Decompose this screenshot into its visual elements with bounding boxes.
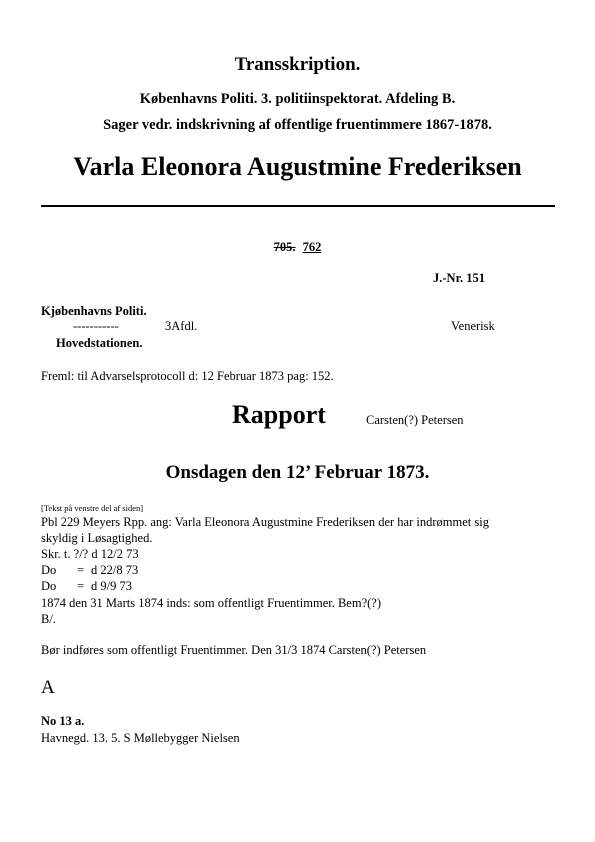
category-label: Venerisk xyxy=(451,319,495,333)
record-number: 762 xyxy=(302,240,322,254)
entry-number: No 13 a. xyxy=(41,714,85,728)
body-line: Pbl 229 Meyers Rpp. ang: Varla Eleonora Augustmine Frederiksen der har indrømmet sig xyxy=(41,515,489,529)
address-line: Havnegd. 13. 5. S Møllebygger Nielsen xyxy=(41,731,240,745)
struck-record-number: 705. xyxy=(273,240,296,254)
ditto-label: Do xyxy=(41,563,57,577)
rapport-heading: Rapport xyxy=(232,400,326,429)
department-label: 3Afdl. xyxy=(165,319,198,333)
side-note: [Tekst på venstre del af siden] xyxy=(41,503,144,513)
ditto-mark: = xyxy=(77,563,85,577)
collection-subtitle: Sager vedr. indskrivning af offentlige fruentimmere 1867-1878. xyxy=(103,117,492,133)
ditto-line xyxy=(41,563,138,578)
ditto-mark: = xyxy=(77,579,85,593)
forward-note: Freml: til Advarselsprotocoll d: 12 Februar 1873 pag: 152. xyxy=(41,369,334,383)
body-line: skyldig i Løsagtighed. xyxy=(41,531,153,545)
conclusion-line: Bør indføres som offentligt Fruentimmer. Den 31/3 1874 Carsten(?) Petersen xyxy=(41,643,427,657)
body-line: B/. xyxy=(41,612,56,626)
header-divider xyxy=(41,205,555,207)
person-name: Varla Eleonora Augustmine Frederiksen xyxy=(73,152,522,181)
archive-subtitle: Københavns Politi. 3. politiinspektorat. Afdeling B. xyxy=(139,91,456,107)
ditto-date: d 9/9 73 xyxy=(91,579,132,593)
station-label: Hovedstationen. xyxy=(56,336,143,350)
body-line: Skr. t. ?/? d 12/2 73 xyxy=(41,547,139,561)
ditto-label: Do xyxy=(41,579,57,593)
record-number-line xyxy=(0,240,595,255)
officer-name: Carsten(?) Petersen xyxy=(366,413,464,427)
section-letter: A xyxy=(41,677,55,698)
journal-number: J.-Nr. 151 xyxy=(433,271,485,285)
ditto-date: d 22/8 73 xyxy=(91,563,139,577)
body-line: 1874 den 31 Marts 1874 inds: som offentligt Fruentimmer. Bem?(?) xyxy=(41,596,382,610)
police-label: Kjøbenhavns Politi. xyxy=(41,304,147,318)
ditto-line xyxy=(41,579,132,594)
dashes-separator: ----------- xyxy=(73,319,119,333)
date-heading: Onsdagen den 12’ Februar 1873. xyxy=(165,462,430,483)
document-title: Transskription. xyxy=(234,54,361,75)
